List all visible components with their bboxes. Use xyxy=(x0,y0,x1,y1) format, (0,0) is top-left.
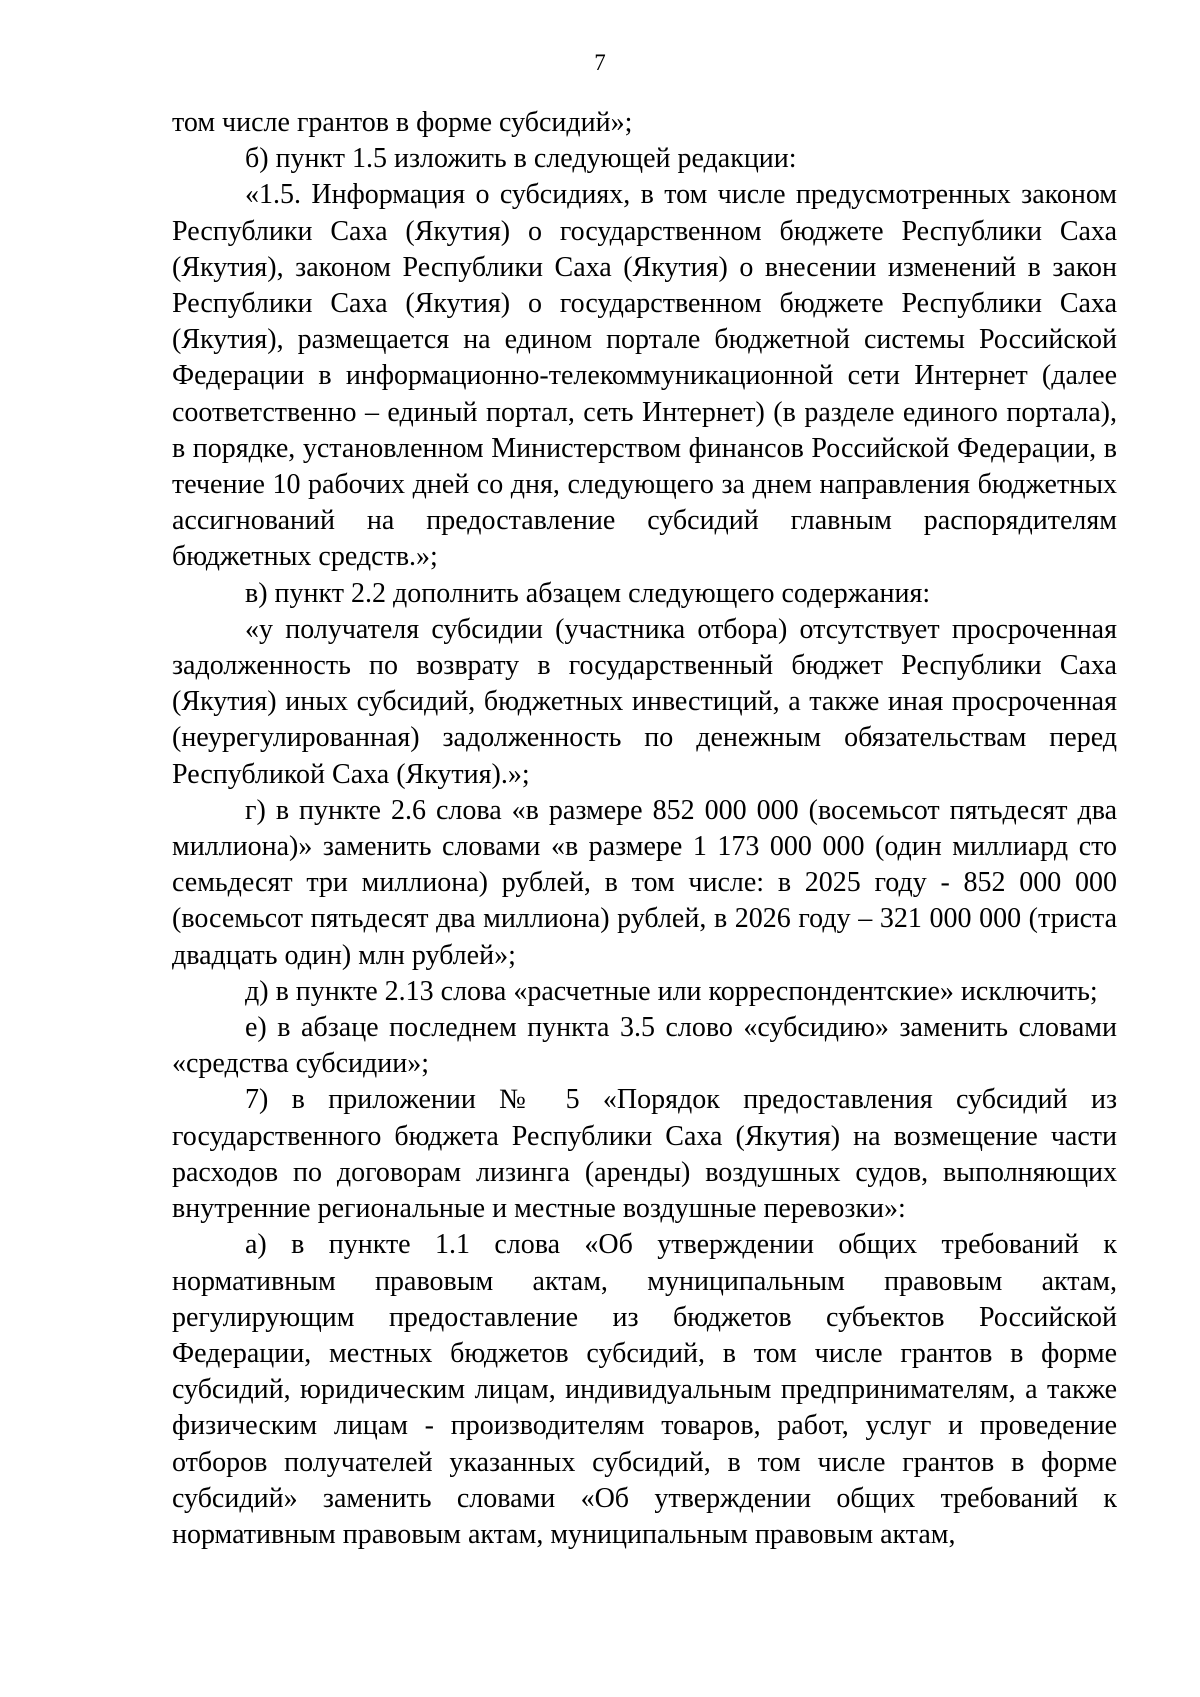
paragraph-item-b: б) пункт 1.5 изложить в следующей редакции: xyxy=(245,143,797,175)
document-body xyxy=(172,105,1117,1553)
paragraph-item-7: 7) в приложении № 5 «Порядок предоставления субсидий из государственного бюджета Республики Саха (Якутия) на возмещение части расходов по договорам лизинга (аренды) воздушных судов, выполняющих внутренние региональные и местные воздушные перевозки»: xyxy=(172,1084,1117,1225)
paragraph-item-v: в) пункт 2.2 дополнить абзацем следующего содержания: xyxy=(245,577,931,609)
paragraph-item-a: а) в пункте 1.1 слова «Об утверждении общих требований к нормативным правовым актам, муниципальным правовым актам, регулирующим предоставление из бюджетов субъектов Российской Федерации, местных бюджетов субсидий, в том числе грантов в форме субсидий, юридическим лицам, индивидуальным предпринимателям, а также физическим лицам - производителям товаров, работ, услуг и проведение отборов получателей указанных субсидий, в том числе грантов в форме субсидий» заменить словами «Об утверждении общих требований к нормативным правовым актам, муниципальным правовым актам, xyxy=(172,1229,1117,1550)
paragraph-item-d: д) в пункте 2.13 слова «расчетные или корреспондентские» исключить; xyxy=(245,975,1098,1007)
page-number: 7 xyxy=(594,50,606,75)
paragraph-item-v-text: «у получателя субсидии (участника отбора) отсутствует просроченная задолженность по возврату в государственный бюджет Республики Саха (Якутия) иных субсидий, бюджетных инвестиций, а также иная просроченная (неурегулированная) задолженность по денежным обязательствам перед Республикой Саха (Якутия).»; xyxy=(172,613,1117,790)
paragraph-item-e: е) в абзаце последнем пункта 3.5 слово «субсидию» заменить словами «средства субсидии»; xyxy=(172,1012,1117,1080)
paragraph-item-1-5-text: «1.5. Информация о субсидиях, в том числе предусмотренных законом Республики Саха (Якутия) о государственном бюджете Республики Саха (Якутия), законом Республики Саха (Якутия) о внесении изменений в закон Республики Саха (Якутия) о государственном бюджете Республики Саха (Якутия), размещается на едином портале бюджетной системы Российской Федерации в информационно-телекоммуникационной сети Интернет (далее соответственно – единый портал, сеть Интернет) (в разделе единого портала), в порядке, установленном Министерством финансов Российской Федерации, в течение 10 рабочих дней со дня, следующего за днем направления бюджетных ассигнований на предоставление субсидий главным распорядителям бюджетных средств.»; xyxy=(172,179,1117,573)
paragraph-continuation: том числе грантов в форме субсидий»; xyxy=(172,107,633,138)
paragraph-item-g: г) в пункте 2.6 слова «в размере 852 000 000 (восемьсот пятьдесят два миллиона)» заменить словами «в размере 1 173 000 000 (один миллиард сто семьдесят три миллиона) рублей, в том числе: в 2025 году - 852 000 000 (восемьсот пятьдесят два миллиона) рублей, в 2026 году – 321 000 000 (триста двадцать один) млн рублей»; xyxy=(172,794,1117,971)
